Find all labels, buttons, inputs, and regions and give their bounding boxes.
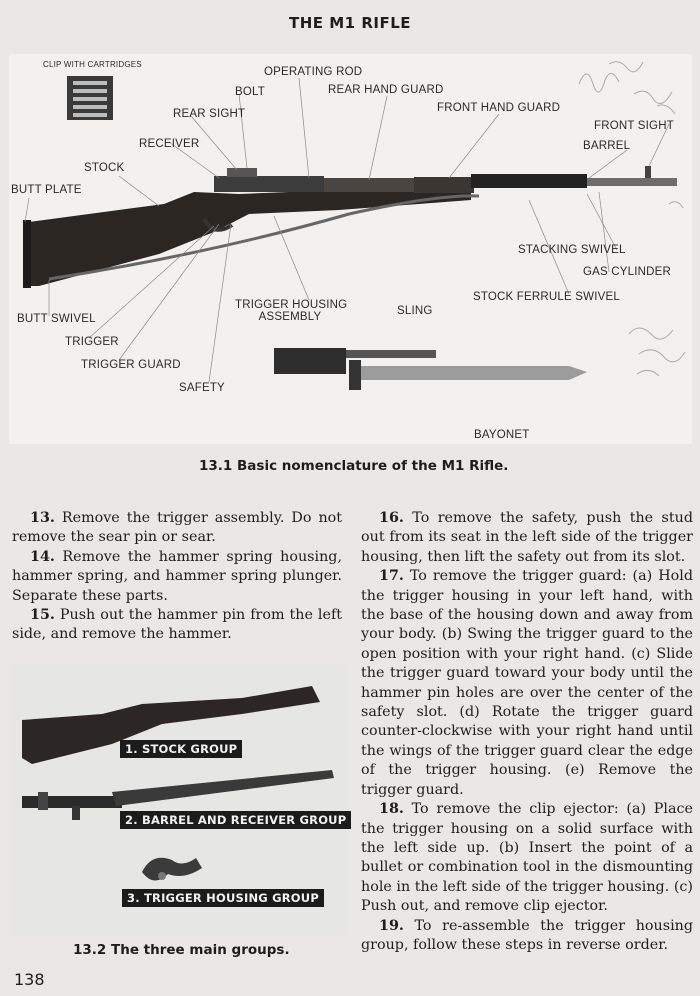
trigger-housing-group-image [142, 858, 202, 881]
label-trigger-housing-assembly: TRIGGER HOUSING ASSEMBLY [235, 299, 348, 323]
figure1-caption: 13.1 Basic nomenclature of the M1 Rifle. [199, 458, 509, 474]
label-receiver: RECEIVER [139, 138, 200, 150]
label-stock: STOCK [84, 162, 125, 174]
label-stacking-swivel: STACKING SWIVEL [518, 244, 626, 256]
label-sling: SLING [397, 305, 433, 317]
three-main-groups-figure [12, 664, 345, 936]
right-column-text [361, 509, 693, 955]
badge-stock-group: 1. STOCK GROUP [120, 740, 242, 758]
figure2-caption: 13.2 The three main groups. [73, 942, 290, 958]
label-front-hand-guard: FRONT HAND GUARD [437, 102, 561, 114]
step-18: 18. To remove the clip ejector: (a) Place the trigger housing on a solid surface with the left side up. (b) Insert the point of a bullet or combination tool in the dismounting hole in the left side of the trigger housing. (c) Push out, and remove clip ejector. [361, 801, 693, 915]
label-rear-hand-guard: REAR HAND GUARD [328, 84, 444, 96]
bayonet [274, 348, 587, 390]
step-14: 14. Remove the hammer spring housing, hammer spring, and hammer spring plunger. Separate these parts. [12, 548, 342, 604]
clip-with-cartridges [67, 76, 113, 120]
label-butt-swivel: BUTT SWIVEL [17, 313, 96, 325]
left-column-text [12, 509, 342, 645]
label-operating-rod: OPERATING ROD [264, 66, 363, 78]
label-front-sight: FRONT SIGHT [594, 120, 674, 132]
label-barrel: BARREL [583, 140, 631, 152]
label-stock-ferrule-swivel: STOCK FERRULE SWIVEL [473, 291, 620, 303]
page-number: 138 [14, 970, 45, 989]
label-trigger: TRIGGER [65, 336, 119, 348]
label-trigger-guard: TRIGGER GUARD [81, 359, 181, 371]
badge-trigger-housing-group: 3. TRIGGER HOUSING GROUP [122, 889, 324, 907]
handwritten-notes [579, 62, 685, 376]
label-butt-plate: BUTT PLATE [11, 184, 82, 196]
label-clip: CLIP WITH CARTRIDGES [43, 60, 142, 69]
step-19: 19. To re-assemble the trigger housing group, follow these steps in reverse order. [361, 917, 693, 953]
page-title: THE M1 RIFLE [288, 14, 412, 32]
label-safety: SAFETY [179, 382, 225, 394]
step-15: 15. Push out the hammer pin from the left side, and remove the hammer. [12, 607, 342, 643]
step-13: 13. Remove the trigger assembly. Do not remove the sear pin or sear. [12, 510, 343, 546]
label-bolt: BOLT [235, 86, 265, 98]
label-gas-cylinder: GAS CYLINDER [583, 266, 672, 278]
m1-rifle [23, 166, 677, 288]
rifle-nomenclature-figure [9, 54, 692, 444]
step-17: 17. To remove the trigger guard: (a) Hold the trigger housing in your left hand, with the base of the housing down and away from your body. (b) Swing the trigger guard to the open position with your right hand. (c) Slide the trigger guard toward your body until the hammer pin holes are over the center of the safety slot. (d) Rotate the trigger guard counter-clockwise with your right hand until the wings of the trigger guard clear the edge of the trigger housing. (e) Remove the trigger guard. [361, 568, 693, 798]
step-16: 16. To remove the safety, push the stud out from its seat in the left side of the trigger housing, then lift the safety out from its slot. [361, 510, 693, 565]
label-rear-sight: REAR SIGHT [173, 108, 246, 120]
badge-barrel-receiver-group: 2. BARREL AND RECEIVER GROUP [120, 811, 351, 829]
label-bayonet: BAYONET [474, 429, 530, 441]
